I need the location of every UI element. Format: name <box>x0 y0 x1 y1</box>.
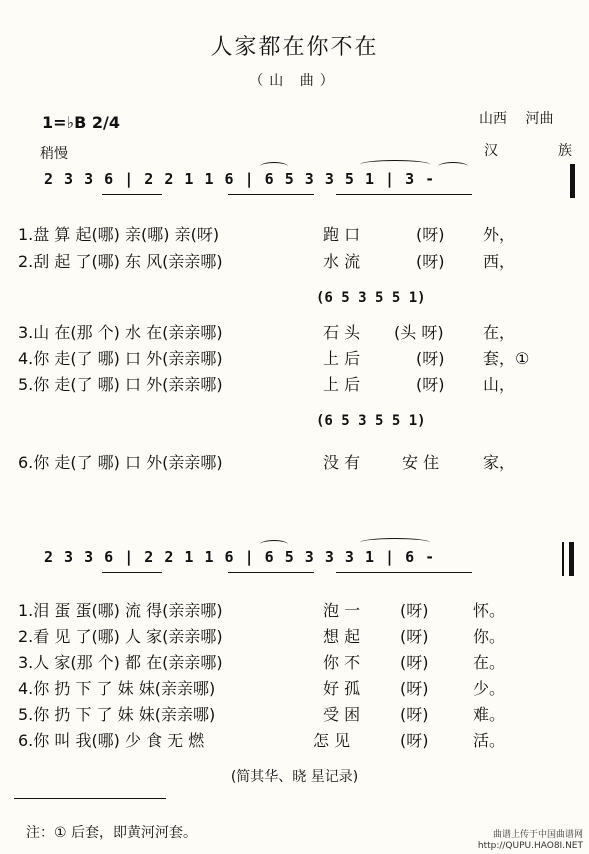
lyric-text: 怎 见 <box>313 731 351 750</box>
slur-arc <box>438 162 468 171</box>
interlude-notation: (6 5 3 5 5 1) <box>316 413 426 429</box>
lyric-text: 少。 <box>473 679 506 698</box>
beam-underline <box>336 194 472 195</box>
lyric-text: 西， <box>483 252 516 271</box>
lyric-text: 5.你 走(了 哪) 口 外(亲亲哪) <box>18 375 223 394</box>
lyric-text: 泡 一 <box>323 601 361 620</box>
lyric-text: 上 后 <box>323 375 361 394</box>
lyric-text: 难。 <box>473 705 506 724</box>
recorder-credit: (简其华、晓 星记录) <box>230 769 359 785</box>
key-signature: 1=♭B 2/4 <box>42 113 120 132</box>
lyric-text: 5.你 扔 下 了 妹 妹(亲亲哪) <box>18 705 216 724</box>
lyric-text: (呀) <box>400 705 429 724</box>
footnote: 注：① 后套，即黄河河套。 <box>26 825 198 841</box>
lyric-text: 外， <box>483 225 516 244</box>
lyric-text: 2.看 见 了(哪) 人 家(亲亲哪) <box>18 627 223 646</box>
staff-2 <box>38 538 578 578</box>
lyric-text: 1.泪 蛋 蛋(哪) 流 得(亲亲哪) <box>18 601 223 620</box>
beam-underline <box>336 572 472 573</box>
lyric-text: 怀。 <box>473 601 506 620</box>
lyric-text: (呀) <box>400 679 429 698</box>
notation-line: 2 3 3 6 | 2 2 1 1 6 | 6 5 3 3 3 1 | 6 - <box>44 548 436 566</box>
ethnic-group <box>484 140 572 160</box>
lyric-text: 跑 口 <box>323 225 361 244</box>
end-barline <box>570 164 575 198</box>
lyric-text: (呀) <box>416 225 445 244</box>
lyric-text: 活。 <box>473 731 506 750</box>
notation-line: 2 3 3 6 | 2 2 1 1 6 | 6 5 3 3 5 1 | 3 - <box>44 170 436 188</box>
lyric-text: 受 困 <box>323 705 361 724</box>
lyric-text: 上 后 <box>323 349 361 368</box>
lyric-text: 好 孤 <box>323 679 361 698</box>
lyric-text: (呀) <box>416 252 445 271</box>
lyric-text: 石 头 <box>323 323 361 342</box>
lyric-text: 你 不 <box>323 653 361 672</box>
lyric-text: 4.你 走(了 哪) 口 外(亲亲哪) <box>18 349 223 368</box>
song-origin: 山西 河曲 <box>479 111 554 127</box>
watermark-line-1: 曲谱上传于中国曲谱网 <box>492 830 583 840</box>
lyric-text: (呀) <box>400 627 429 646</box>
lyric-text: 6.你 叫 我(哪) 少 食 无 燃 <box>18 731 205 750</box>
lyric-text: (呀) <box>400 653 429 672</box>
site-watermark <box>478 830 583 852</box>
lyric-text: 你。 <box>473 627 506 646</box>
lyric-text: 在， <box>483 323 516 342</box>
lyric-text: 安 住 <box>402 453 440 472</box>
lyric-text: 想 起 <box>323 627 361 646</box>
beam-underline <box>228 194 314 195</box>
lyric-text: 4.你 扔 下 了 妹 妹(亲亲哪) <box>18 679 216 698</box>
lyric-text: 3.人 家(那 个) 都 在(亲亲哪) <box>18 653 223 672</box>
lyric-text: 水 流 <box>323 252 361 271</box>
lyric-text: 家， <box>483 453 516 472</box>
lyric-text: 6.你 走(了 哪) 口 外(亲亲哪) <box>18 453 223 472</box>
interlude-notation: (6 5 3 5 5 1) <box>316 290 426 306</box>
beam-underline <box>102 572 162 573</box>
lyric-text: (呀) <box>400 601 429 620</box>
lyric-text: 在。 <box>473 653 506 672</box>
beam-underline <box>102 194 162 195</box>
footnote-rule <box>14 798 166 799</box>
tie-arc <box>360 538 430 547</box>
lyric-text: 2.刮 起 了(哪) 东 风(亲亲哪) <box>18 252 223 271</box>
lyric-text: 3.山 在(那 个) 水 在(亲亲哪) <box>18 323 223 342</box>
lyric-text: 山， <box>483 375 516 394</box>
song-title: 人家都在你不在 <box>210 35 379 60</box>
watermark-line-2: http://QUPU.HAO8I.NET <box>477 841 583 851</box>
end-barline-thin <box>562 542 564 576</box>
ethnic-left: 汉 <box>484 143 498 159</box>
staff-1 <box>38 160 578 200</box>
lyric-text: (呀) <box>416 375 445 394</box>
lyric-text: (头 呀) <box>394 323 444 342</box>
ethnic-right: 族 <box>558 143 572 159</box>
lyric-text: (呀) <box>416 349 445 368</box>
end-barline-thick <box>569 542 574 576</box>
tie-arc <box>360 160 430 169</box>
lyric-text: 1.盘 算 起(哪) 亲(哪) 亲(呀) <box>18 225 220 244</box>
beam-underline <box>228 572 314 573</box>
lyric-text: 套，① <box>483 349 530 368</box>
lyric-text: 没 有 <box>323 453 361 472</box>
lyric-text: (呀) <box>400 731 429 750</box>
tempo-marking: 稍慢 <box>40 146 68 162</box>
song-genre: （山 曲） <box>249 73 340 89</box>
